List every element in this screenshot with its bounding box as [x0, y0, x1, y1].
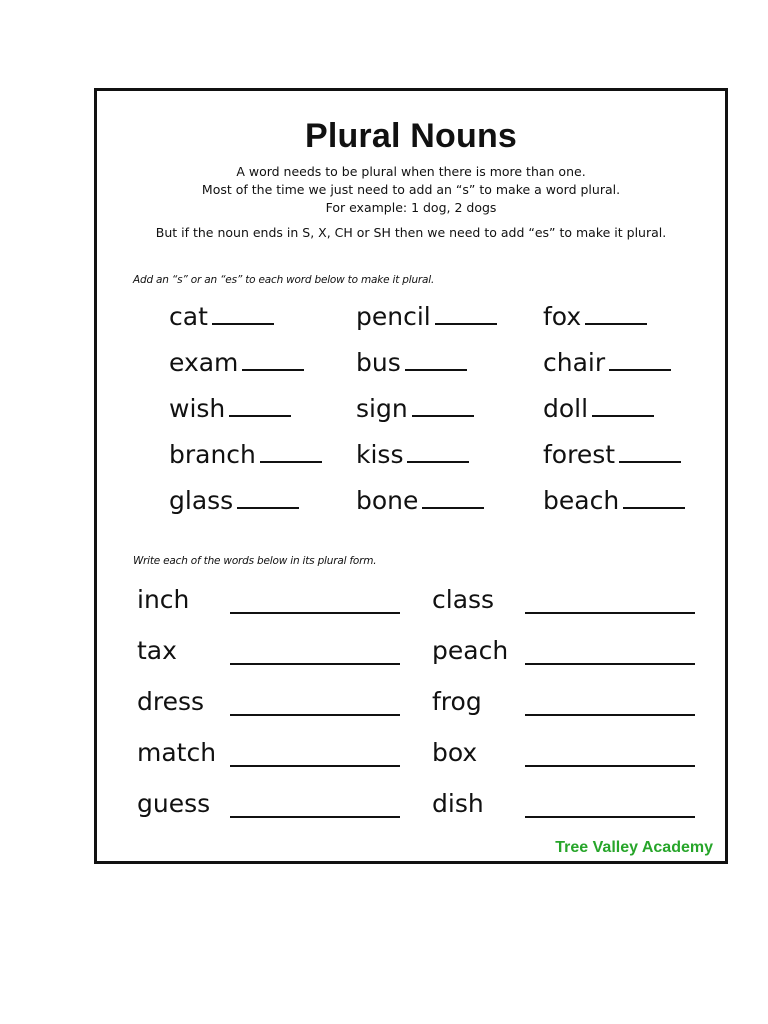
word-row — [169, 301, 709, 347]
answer-blank[interactable] — [435, 301, 497, 325]
word-text: pencil — [356, 302, 431, 331]
word-item — [356, 439, 469, 469]
word-text: dish — [432, 789, 484, 818]
word-row — [137, 687, 707, 738]
word-text: cat — [169, 302, 208, 331]
word-text: wish — [169, 394, 226, 423]
word-item — [356, 347, 467, 377]
word-row — [169, 485, 709, 531]
word-text: glass — [169, 486, 234, 515]
answer-line[interactable] — [525, 714, 695, 716]
worksheet-title: Plural Nouns — [304, 117, 518, 155]
word-text: forest — [543, 440, 616, 469]
section2-word-grid — [137, 585, 707, 840]
word-item — [169, 347, 304, 377]
word-text: branch — [169, 440, 256, 469]
word-text: bone — [356, 486, 419, 515]
answer-blank[interactable] — [237, 485, 299, 509]
word-item — [169, 301, 274, 331]
word-text: doll — [543, 394, 589, 423]
word-item — [169, 439, 322, 469]
answer-blank[interactable] — [592, 393, 654, 417]
intro-line: Most of the time we just need to add an “s” to make a word plural. — [201, 182, 621, 197]
section2-instruction: Write each of the words below in its plural form. — [133, 555, 377, 567]
section1-instruction: Add an “s” or an “es” to each word below to make it plural. — [133, 274, 435, 286]
word-item — [356, 393, 474, 423]
answer-blank[interactable] — [623, 485, 685, 509]
answer-line[interactable] — [230, 663, 400, 665]
word-text: fox — [543, 302, 582, 331]
word-text: bus — [356, 348, 401, 377]
intro-line: A word needs to be plural when there is more than one. — [236, 164, 586, 179]
answer-blank[interactable] — [260, 439, 322, 463]
answer-line[interactable] — [230, 765, 400, 767]
word-item — [356, 301, 497, 331]
word-text: guess — [137, 789, 211, 818]
answer-blank[interactable] — [585, 301, 647, 325]
word-text: sign — [356, 394, 408, 423]
intro-text — [97, 163, 725, 217]
word-item — [169, 393, 291, 423]
word-text: exam — [169, 348, 239, 377]
word-item — [543, 485, 685, 515]
answer-blank[interactable] — [405, 347, 467, 371]
word-row — [137, 636, 707, 687]
answer-blank[interactable] — [212, 301, 274, 325]
word-text: dress — [137, 687, 205, 716]
answer-blank[interactable] — [609, 347, 671, 371]
word-text: class — [432, 585, 495, 614]
answer-line[interactable] — [525, 765, 695, 767]
answer-blank[interactable] — [619, 439, 681, 463]
answer-line[interactable] — [230, 816, 400, 818]
word-text: kiss — [356, 440, 404, 469]
answer-blank[interactable] — [407, 439, 469, 463]
word-item — [543, 347, 671, 377]
word-item — [356, 485, 484, 515]
word-item — [543, 439, 681, 469]
word-text: chair — [543, 348, 606, 377]
section1-word-grid — [169, 301, 709, 531]
answer-blank[interactable] — [242, 347, 304, 371]
rule-text: But if the noun ends in S, X, CH or SH then we need to add “es” to make it plural. — [155, 225, 667, 240]
intro-line: For example: 1 dog, 2 dogs — [325, 200, 497, 215]
word-row — [169, 439, 709, 485]
answer-line[interactable] — [525, 663, 695, 665]
word-row — [169, 347, 709, 393]
word-text: tax — [137, 636, 177, 665]
brand-logo-text: Tree Valley Academy — [555, 839, 713, 856]
word-item — [543, 301, 647, 331]
answer-line[interactable] — [525, 816, 695, 818]
word-item — [543, 393, 654, 423]
word-text: inch — [137, 585, 190, 614]
answer-line[interactable] — [230, 612, 400, 614]
word-row — [137, 738, 707, 789]
answer-line[interactable] — [230, 714, 400, 716]
word-text: peach — [432, 636, 509, 665]
answer-blank[interactable] — [422, 485, 484, 509]
answer-blank[interactable] — [412, 393, 474, 417]
word-text: frog — [432, 687, 482, 716]
answer-line[interactable] — [525, 612, 695, 614]
word-item — [169, 485, 299, 515]
word-row — [137, 585, 707, 636]
word-text: box — [432, 738, 478, 767]
word-row — [137, 789, 707, 840]
worksheet — [94, 88, 728, 864]
answer-blank[interactable] — [229, 393, 291, 417]
word-text: match — [137, 738, 217, 767]
word-row — [169, 393, 709, 439]
word-text: beach — [543, 486, 620, 515]
